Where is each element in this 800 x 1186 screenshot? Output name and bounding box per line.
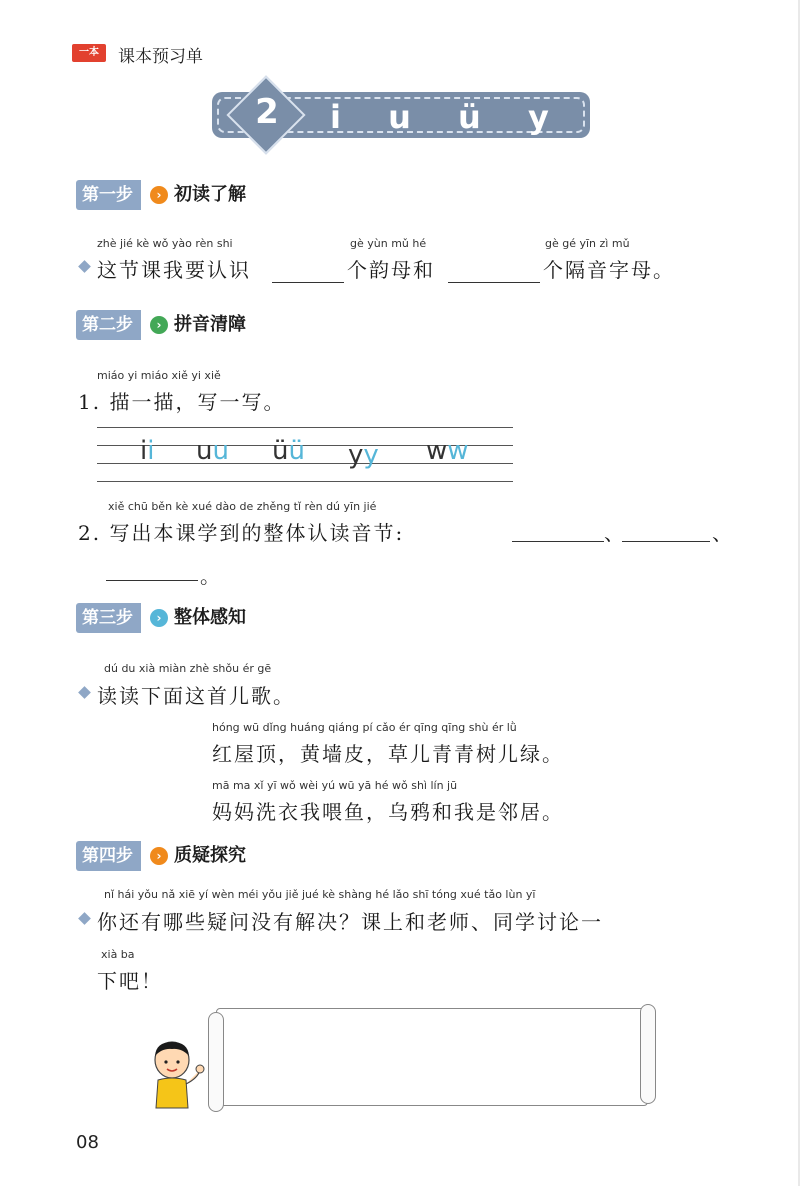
step4-heading bbox=[76, 841, 266, 871]
step4-name: 质疑探究 bbox=[174, 845, 246, 866]
q2-sep-1: 、 bbox=[604, 521, 626, 545]
separator-count-blank[interactable] bbox=[448, 282, 540, 283]
step2-heading bbox=[76, 310, 266, 340]
step1-pinyin-c: gè gé yīn zì mǔ bbox=[545, 237, 630, 250]
step4-text-1: 你还有哪些疑问没有解决？课上和老师、同学讨论一 bbox=[97, 910, 603, 934]
boy-illustration bbox=[146, 1038, 206, 1112]
lesson-title: i u ü y w bbox=[330, 98, 644, 136]
syllable-blank-3[interactable] bbox=[106, 580, 198, 581]
poem-line1-text: 红屋顶，黄墙皮，草儿青青树儿绿。 bbox=[212, 742, 564, 766]
trace-letter-u[interactable]: uu bbox=[196, 436, 229, 466]
syllable-blank-2[interactable] bbox=[622, 541, 710, 542]
step1-tag: 第一步 bbox=[76, 180, 141, 210]
step3-text: 读读下面这首儿歌。 bbox=[97, 684, 295, 708]
lesson-number: 2 bbox=[255, 92, 279, 132]
poem-line2-text: 妈妈洗衣我喂鱼，乌鸦和我是邻居。 bbox=[212, 800, 564, 824]
brand-logo: 一本 bbox=[72, 44, 106, 62]
diamond-bullet-icon bbox=[78, 686, 91, 699]
step1-text-b: 个韵母和 bbox=[347, 258, 435, 282]
chevron-right-icon: › bbox=[150, 316, 168, 334]
chevron-right-icon: › bbox=[150, 186, 168, 204]
step4-tag: 第四步 bbox=[76, 841, 141, 871]
q2-text: 2. 写出本课学到的整体认读音节: bbox=[78, 521, 405, 545]
step1-heading bbox=[76, 180, 266, 210]
syllable-blank-1[interactable] bbox=[512, 541, 604, 542]
diamond-bullet-icon bbox=[78, 260, 91, 273]
q1-text: 1. 描一描，写一写。 bbox=[78, 390, 286, 414]
vowel-count-blank[interactable] bbox=[272, 282, 344, 283]
chevron-right-icon: › bbox=[150, 847, 168, 865]
step1-pinyin-a: zhè jié kè wǒ yào rèn shi bbox=[97, 237, 233, 250]
step2-name: 拼音清障 bbox=[174, 314, 246, 335]
trace-letter-v[interactable]: üü bbox=[272, 436, 305, 466]
step3-tag: 第三步 bbox=[76, 603, 141, 633]
step4-text-2: 下吧！ bbox=[97, 969, 163, 993]
trace-letter-y[interactable]: yy bbox=[348, 440, 379, 470]
step2-tag: 第二步 bbox=[76, 310, 141, 340]
poem-line2-pinyin: mā ma xǐ yī wǒ wèi yú wū yā hé wǒ shì lín jū bbox=[212, 779, 458, 792]
step3-heading bbox=[76, 603, 266, 633]
diamond-bullet-icon bbox=[78, 912, 91, 925]
step1-text-a: 这节课我要认识 bbox=[97, 258, 251, 282]
step4-pinyin-2: xià ba bbox=[101, 948, 135, 961]
trace-letter-i[interactable]: ii bbox=[140, 436, 155, 466]
step1-text-c: 个隔音字母。 bbox=[543, 258, 675, 282]
q2-sep-2: 、 bbox=[712, 521, 734, 545]
writing-line-4 bbox=[97, 481, 513, 482]
q2-pinyin: xiě chū běn kè xué dào de zhěng tǐ rèn dú yīn jié bbox=[108, 500, 377, 513]
answer-scroll-box[interactable] bbox=[216, 1008, 648, 1106]
writing-line-1 bbox=[97, 427, 513, 428]
step1-name: 初读了解 bbox=[174, 184, 246, 205]
step3-pinyin: dú du xià miàn zhè shǒu ér gē bbox=[104, 662, 272, 675]
page-number: 08 bbox=[76, 1132, 99, 1153]
scroll-left-roll bbox=[208, 1012, 224, 1112]
step1-pinyin-b: gè yùn mǔ hé bbox=[350, 237, 427, 250]
chevron-right-icon: › bbox=[150, 609, 168, 627]
q1-pinyin: miáo yi miáo xiě yi xiě bbox=[97, 369, 221, 382]
book-title: 课本预习单 bbox=[118, 47, 203, 67]
q2-end: 。 bbox=[200, 564, 222, 588]
step4-pinyin-1: nǐ hái yǒu nǎ xiē yí wèn méi yǒu jiě jué kè shàng hé lǎo shī tóng xué tǎo lùn yī bbox=[104, 888, 536, 901]
poem-line1-pinyin: hóng wū dǐng huáng qiáng pí cǎo ér qīng qīng shù ér lǜ bbox=[212, 721, 517, 734]
step3-name: 整体感知 bbox=[174, 607, 246, 628]
scroll-right-roll bbox=[640, 1004, 656, 1104]
trace-letter-w[interactable]: ww bbox=[426, 436, 469, 466]
